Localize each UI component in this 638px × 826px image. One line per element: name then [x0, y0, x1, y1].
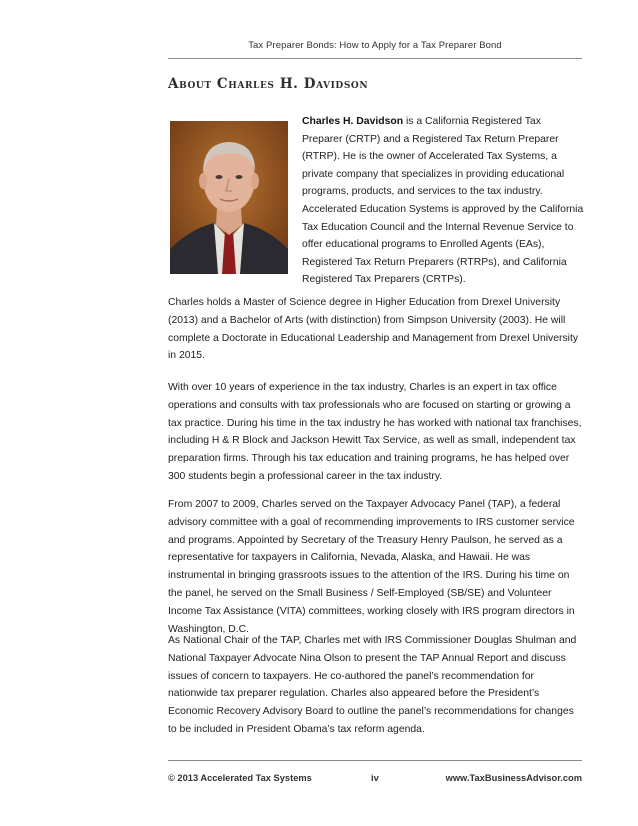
footer-page-number: iv: [371, 773, 379, 783]
paragraph-experience: With over 10 years of experience in the tax industry, Charles is an expert in tax office operations and consults with tax professionals who are focused on starting or growing a tax practice. During his time in the tax industry he has worked with national tax franchises, including H & R Block and Jackson Hewitt Tax Service, as well as small, independent tax preparation firms. Through his tax education and training programs, he has helped over 300 students begin a professional career in the tax industry.: [168, 382, 582, 482]
author-intro: [302, 113, 584, 289]
portrait-illustration: [170, 121, 288, 274]
footer-website: www.TaxBusinessAdvisor.com: [445, 773, 582, 783]
running-header: Tax Preparer Bonds: How to Apply for a Tax Preparer Bond: [248, 40, 502, 51]
paragraph-advocacy-panel: From 2007 to 2009, Charles served on the Taxpayer Advocacy Panel (TAP), a federal advisory committee with a goal of recommending improvements to IRS customer service and programs. Appointed by Secretary of the Treasury Henry Paulson, he served as a representative for taxpayers in California, Nevada, Alaska, and Hawaii. He was instrumental in bringing grassroots issues to the attention of the IRS. During his time on the panel, he served on the Small Business / Self-Employed (SB/SE) and Volunteer Income Tax Assistance (VITA) committees, working closely with IRS program directors in Washington, D.C.: [168, 499, 575, 635]
author-portrait: [170, 121, 288, 274]
page-title: About Charles H. Davidson: [168, 76, 369, 92]
paragraph-education: Charles holds a Master of Science degree in Higher Education from Drexel University (2013) and a Bachelor of Arts (with distinction) from Simpson University (2003). He will complete a Doctorate in Educational Leadership and Management from Drexel University in 2015.: [168, 297, 579, 362]
footer-divider: [168, 760, 582, 761]
header-divider: [168, 58, 582, 59]
footer-copyright: © 2013 Accelerated Tax Systems: [168, 773, 312, 783]
author-intro-text: is a California Registered Tax Preparer (CRTP) and a Registered Tax Return Preparer (RTRP). He is the owner of Accelerated Tax Systems, a private company that specializes in providing educational programs, products, and services to the tax industry. Accelerated Education Systems is approved by the California Tax Education Council and the Internal Revenue Service to offer educational programs to Enrolled Agents (EAs), Registered Tax Return Preparers (RTRPs), and California Registered Tax Preparers (CRTPs).: [302, 116, 584, 286]
paragraph-national-chair: As National Chair of the TAP, Charles met with IRS Commissioner Douglas Shulman and National Taxpayer Advocate Nina Olson to present the TAP Annual Report and discuss issues of concern to taxpayers. He co-authored the panel’s recommendation for nationwide tax preparer regulation. Charles also appeared before the President’s Economic Recovery Advisory Board to outline the panel’s recommendations for changes to be included in President Obama’s tax reform agenda.: [168, 635, 577, 735]
author-name: Charles H. Davidson: [302, 116, 404, 127]
